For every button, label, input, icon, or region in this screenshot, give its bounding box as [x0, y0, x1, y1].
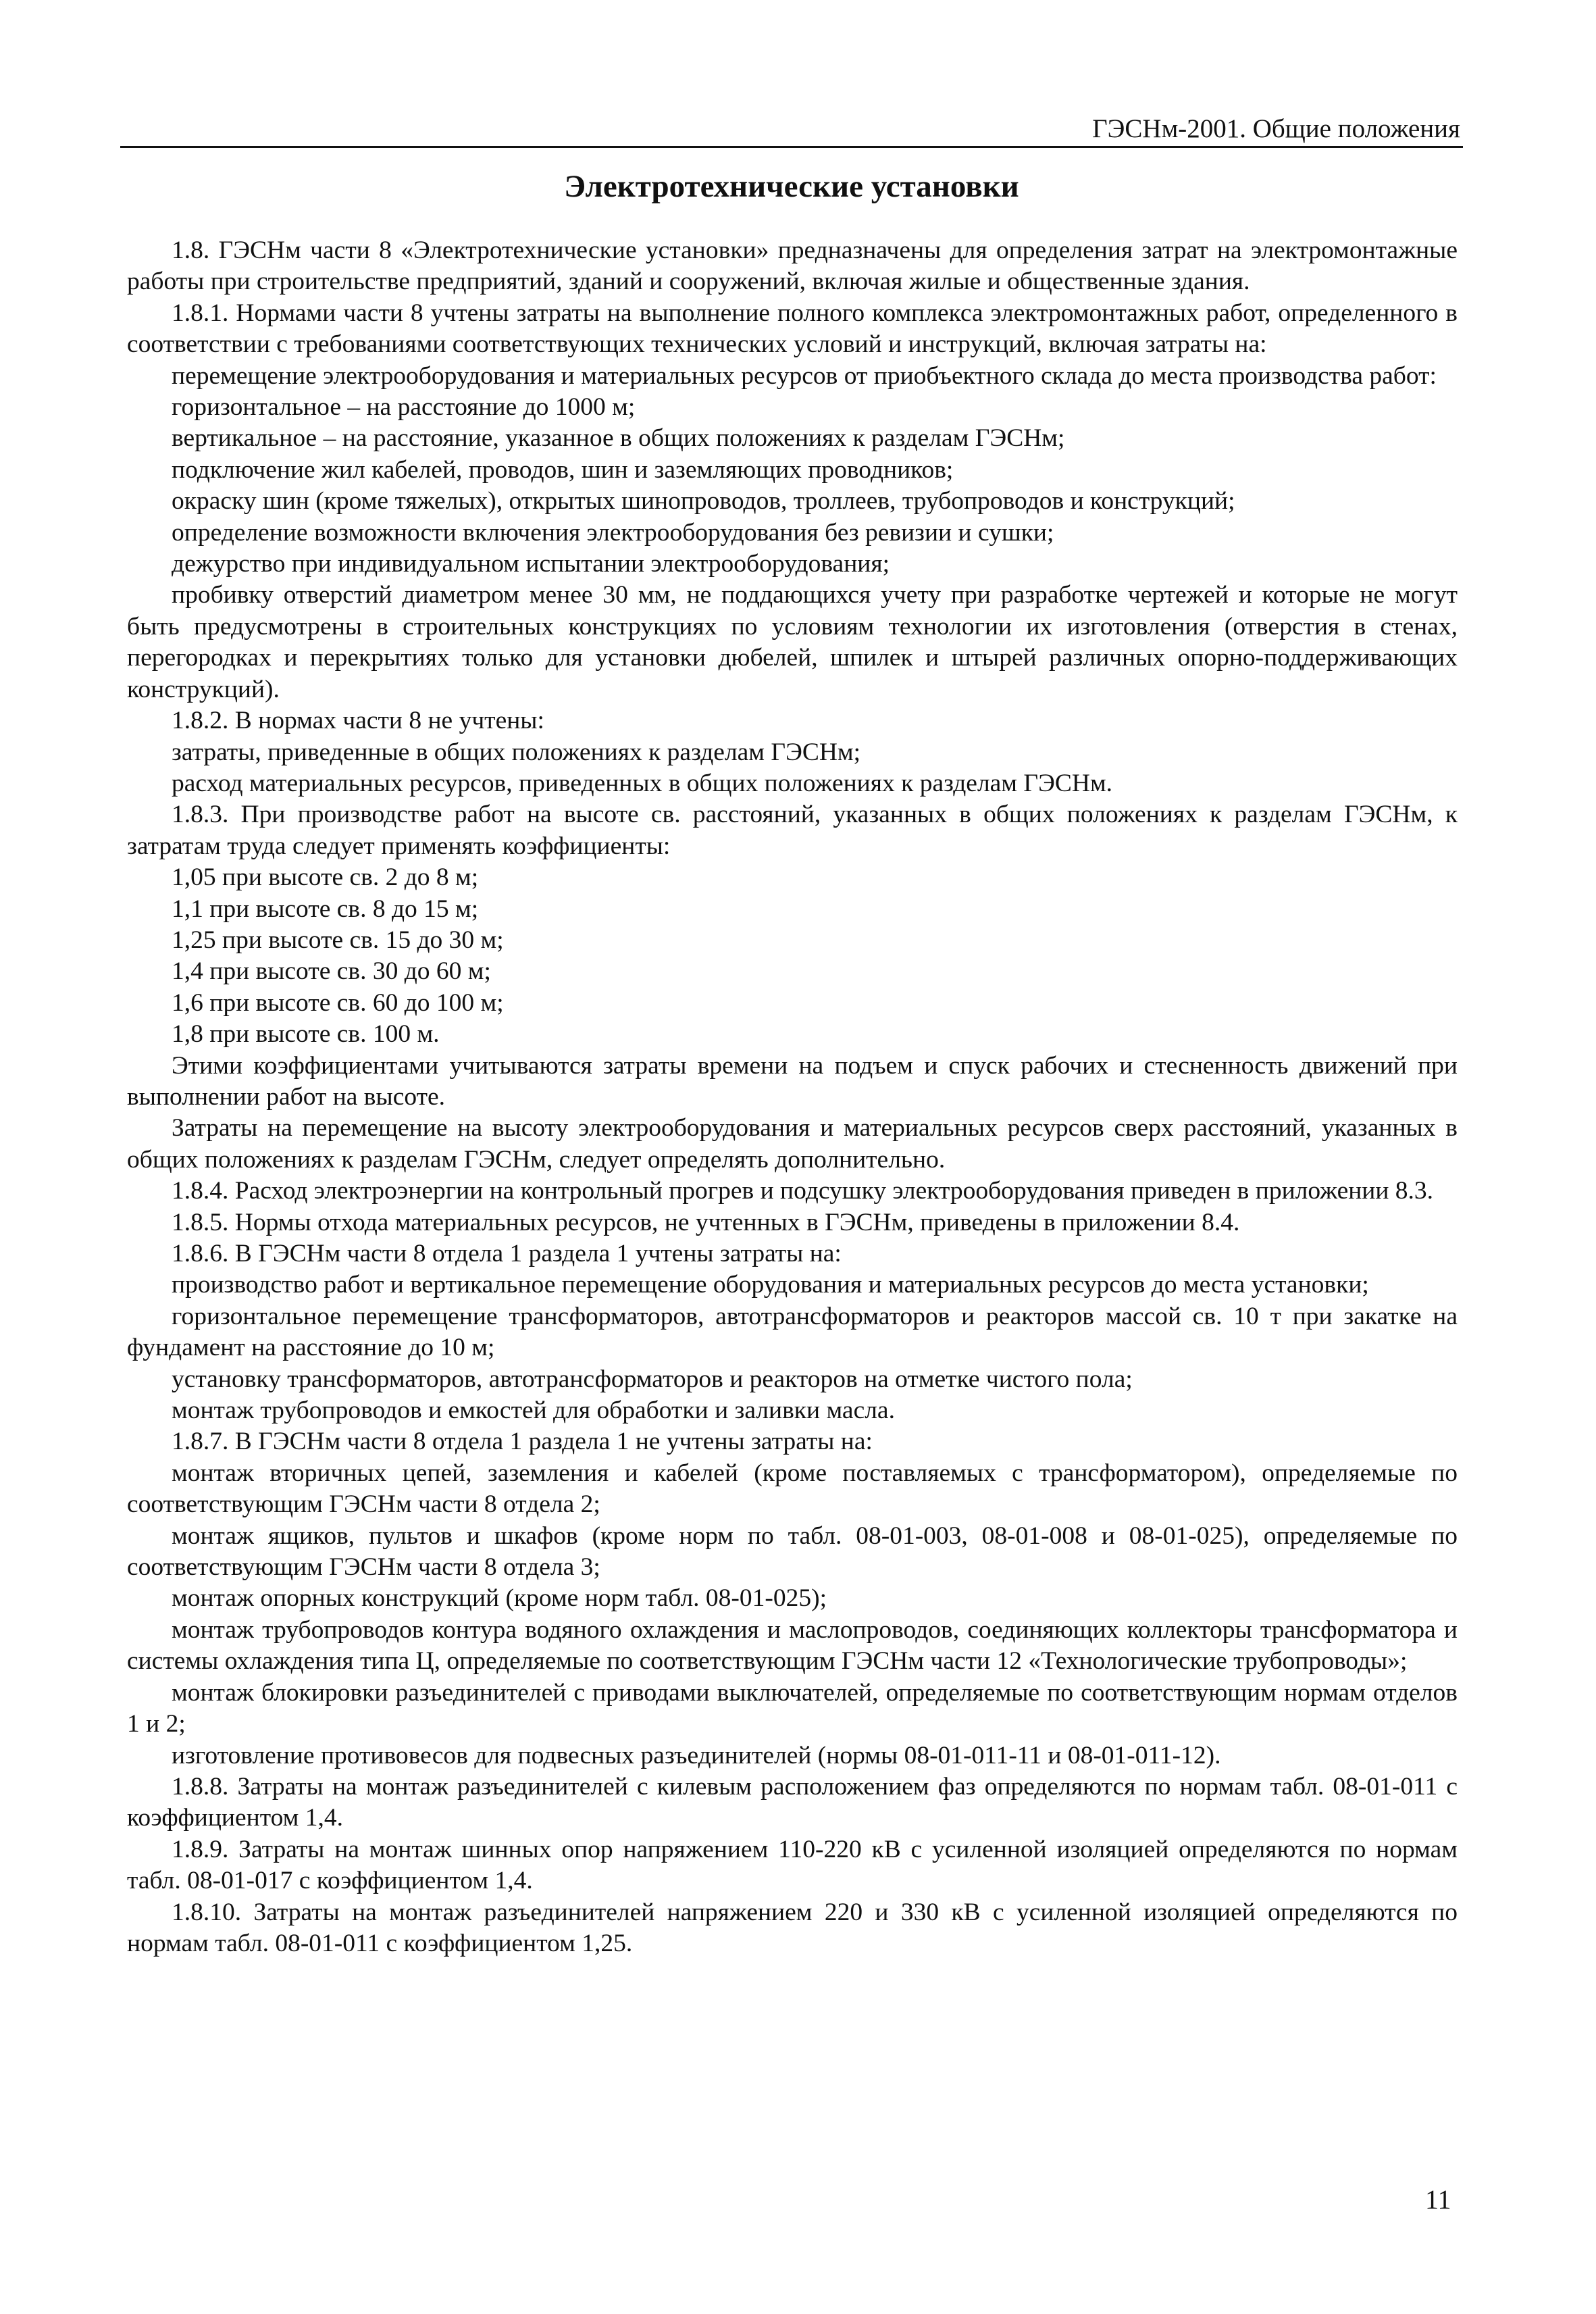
- list-item: изготовление противовесов для подвесных разъединителей (нормы 08-01-011-11 и 08-01-011-12).: [172, 1741, 1221, 1769]
- paragraph: 1.8.10. Затраты на монтаж разъединителей напряжением 220 и 330 кВ с усиленной изоляцией определяются по нормам табл. 08-01-011 с коэффициентом 1,25.: [127, 1898, 1458, 1957]
- paragraph: 1.8.3. При производстве работ на высоте св. расстояний, указанных в общих положениях к разделам ГЭСНм, к затратам труда следует применять коэффициенты:: [127, 801, 1458, 860]
- paragraph: 1.8.9. Затраты на монтаж шинных опор напряжением 110-220 кВ с усиленной изоляцией определяются по нормам табл. 08-01-017 с коэффициентом 1,4.: [127, 1835, 1458, 1895]
- list-item: вертикальное – на расстояние, указанное в общих положениях к разделам ГЭСНм;: [172, 424, 1065, 453]
- coefficient-item: 1,05 при высоте св. 2 до 8 м;: [172, 863, 479, 892]
- list-item: горизонтальное перемещение трансформаторов, автотрансформаторов и реакторов массой св. 10 т при закатке на фундамент на расстояние до 10 м;: [127, 1302, 1458, 1362]
- list-item: подключение жил кабелей, проводов, шин и заземляющих проводников;: [172, 455, 954, 484]
- section-title: Электротехнические установки: [564, 169, 1019, 204]
- coefficient-item: 1,8 при высоте св. 100 м.: [172, 1020, 440, 1049]
- paragraph: 1.8.7. В ГЭСНм части 8 отдела 1 раздела 1 не учтены затраты на:: [172, 1428, 873, 1456]
- paragraph: перемещение электрооборудования и материальных ресурсов от приобъектного склада до места производства работ:: [172, 361, 1437, 390]
- list-item: определение возможности включения электрооборудования без ревизии и сушки;: [172, 518, 1054, 547]
- running-header-title: ГЭСНм-2001. Общие положения: [1092, 114, 1460, 143]
- list-item: монтаж трубопроводов контура водяного охлаждения и маслопроводов, соединяющих коллекторы трансформатора и системы охлаждения типа Ц, определяемые по соответствующим ГЭСНм части 12 «Технологические трубопроводы»;: [127, 1615, 1458, 1676]
- list-item: производство работ и вертикальное перемещение оборудования и материальных ресурсов до места установки;: [172, 1271, 1369, 1299]
- coefficient-item: 1,1 при высоте св. 8 до 15 м;: [172, 895, 479, 923]
- paragraph: 1.8.6. В ГЭСНм части 8 отдела 1 раздела 1 учтены затраты на:: [172, 1240, 842, 1267]
- paragraph: 1.8.2. В нормах части 8 не учтены:: [172, 707, 544, 735]
- list-item: затраты, приведенные в общих положениях к разделам ГЭСНм;: [172, 738, 861, 766]
- list-item: монтаж вторичных цепей, заземления и кабелей (кроме поставляемых с трансформатором), определяемые по соответствующим ГЭСНм части 8 отдела 2;: [127, 1459, 1458, 1519]
- paragraph: 1.8.4. Расход электроэнергии на контрольный прогрев и подсушку электрооборудования приведен в приложении 8.3.: [172, 1177, 1434, 1205]
- paragraph: 1.8.8. Затраты на монтаж разъединителей с килевым расположением фаз определяются по нормам табл. 08-01-011 с коэффициентом 1,4.: [127, 1772, 1458, 1832]
- paragraph: Этими коэффициентами учитываются затраты времени на подъем и спуск рабочих и стесненность движений при выполнении работ на высоте.: [127, 1051, 1458, 1111]
- body-text: [127, 235, 1458, 1959]
- list-item: окраску шин (кроме тяжелых), открытых шинопроводов, троллеев, трубопроводов и конструкций;: [172, 487, 1235, 515]
- coefficient-item: 1,6 при высоте св. 60 до 100 м;: [172, 988, 504, 1017]
- paragraph: 1.8.5. Нормы отхода материальных ресурсов, не учтенных в ГЭСНм, приведены в приложении 8.4.: [172, 1208, 1240, 1236]
- list-item: расход материальных ресурсов, приведенных в общих положениях к разделам ГЭСНм.: [172, 769, 1113, 797]
- list-item: пробивку отверстий диаметром менее 30 мм, не поддающихся учету при разработке чертежей и которые не могут быть предусмотрены в строительных конструкциях по условиям технологии их изготовления (отверстия в стенах, перегородках и перекрытиях только для установки дюбелей, шпилек и штырей различных опорно-поддерживающих конструкций).: [127, 581, 1458, 703]
- paragraph: Затраты на перемещение на высоту электрооборудования и материальных ресурсов сверх расстояний, указанных в общих положениях к разделам ГЭСНм, следует определять дополнительно.: [127, 1114, 1458, 1174]
- running-header: [120, 105, 1463, 148]
- page-number: 11: [1425, 2184, 1451, 2215]
- list-item: дежурство при индивидуальном испытании электрооборудования;: [172, 550, 890, 578]
- list-item: монтаж трубопроводов и емкостей для обработки и заливки масла.: [172, 1397, 895, 1425]
- paragraph: 1.8.1. Нормами части 8 учтены затраты на выполнение полного комплекса электромонтажных работ, определенного в соответствии с требованиями соответствующих технических условий и инструкций, включая затраты на:: [127, 299, 1458, 359]
- list-item: монтаж опорных конструкций (кроме норм табл. 08-01-025);: [172, 1584, 827, 1613]
- list-item: горизонтальное – на расстояние до 1000 м;: [172, 393, 636, 422]
- list-item: монтаж блокировки разъединителей с приводами выключателей, определяемые по соответствующим нормам отделов 1 и 2;: [127, 1678, 1458, 1738]
- paragraph: 1.8. ГЭСНм части 8 «Электротехнические установки» предназначены для определения затрат на электромонтажные работы при строительстве предприятий, зданий и сооружений, включая жилые и общественные здания.: [127, 236, 1458, 296]
- list-item: установку трансформаторов, автотрансформаторов и реакторов на отметке чистого пола;: [172, 1365, 1133, 1393]
- list-item: монтаж ящиков, пультов и шкафов (кроме норм по табл. 08-01-003, 08-01-008 и 08-01-025), определяемые по соответствующим ГЭСНм части 8 отдела 3;: [127, 1521, 1458, 1582]
- coefficient-item: 1,4 при высоте св. 30 до 60 м;: [172, 957, 491, 986]
- coefficient-item: 1,25 при высоте св. 15 до 30 м;: [172, 926, 504, 954]
